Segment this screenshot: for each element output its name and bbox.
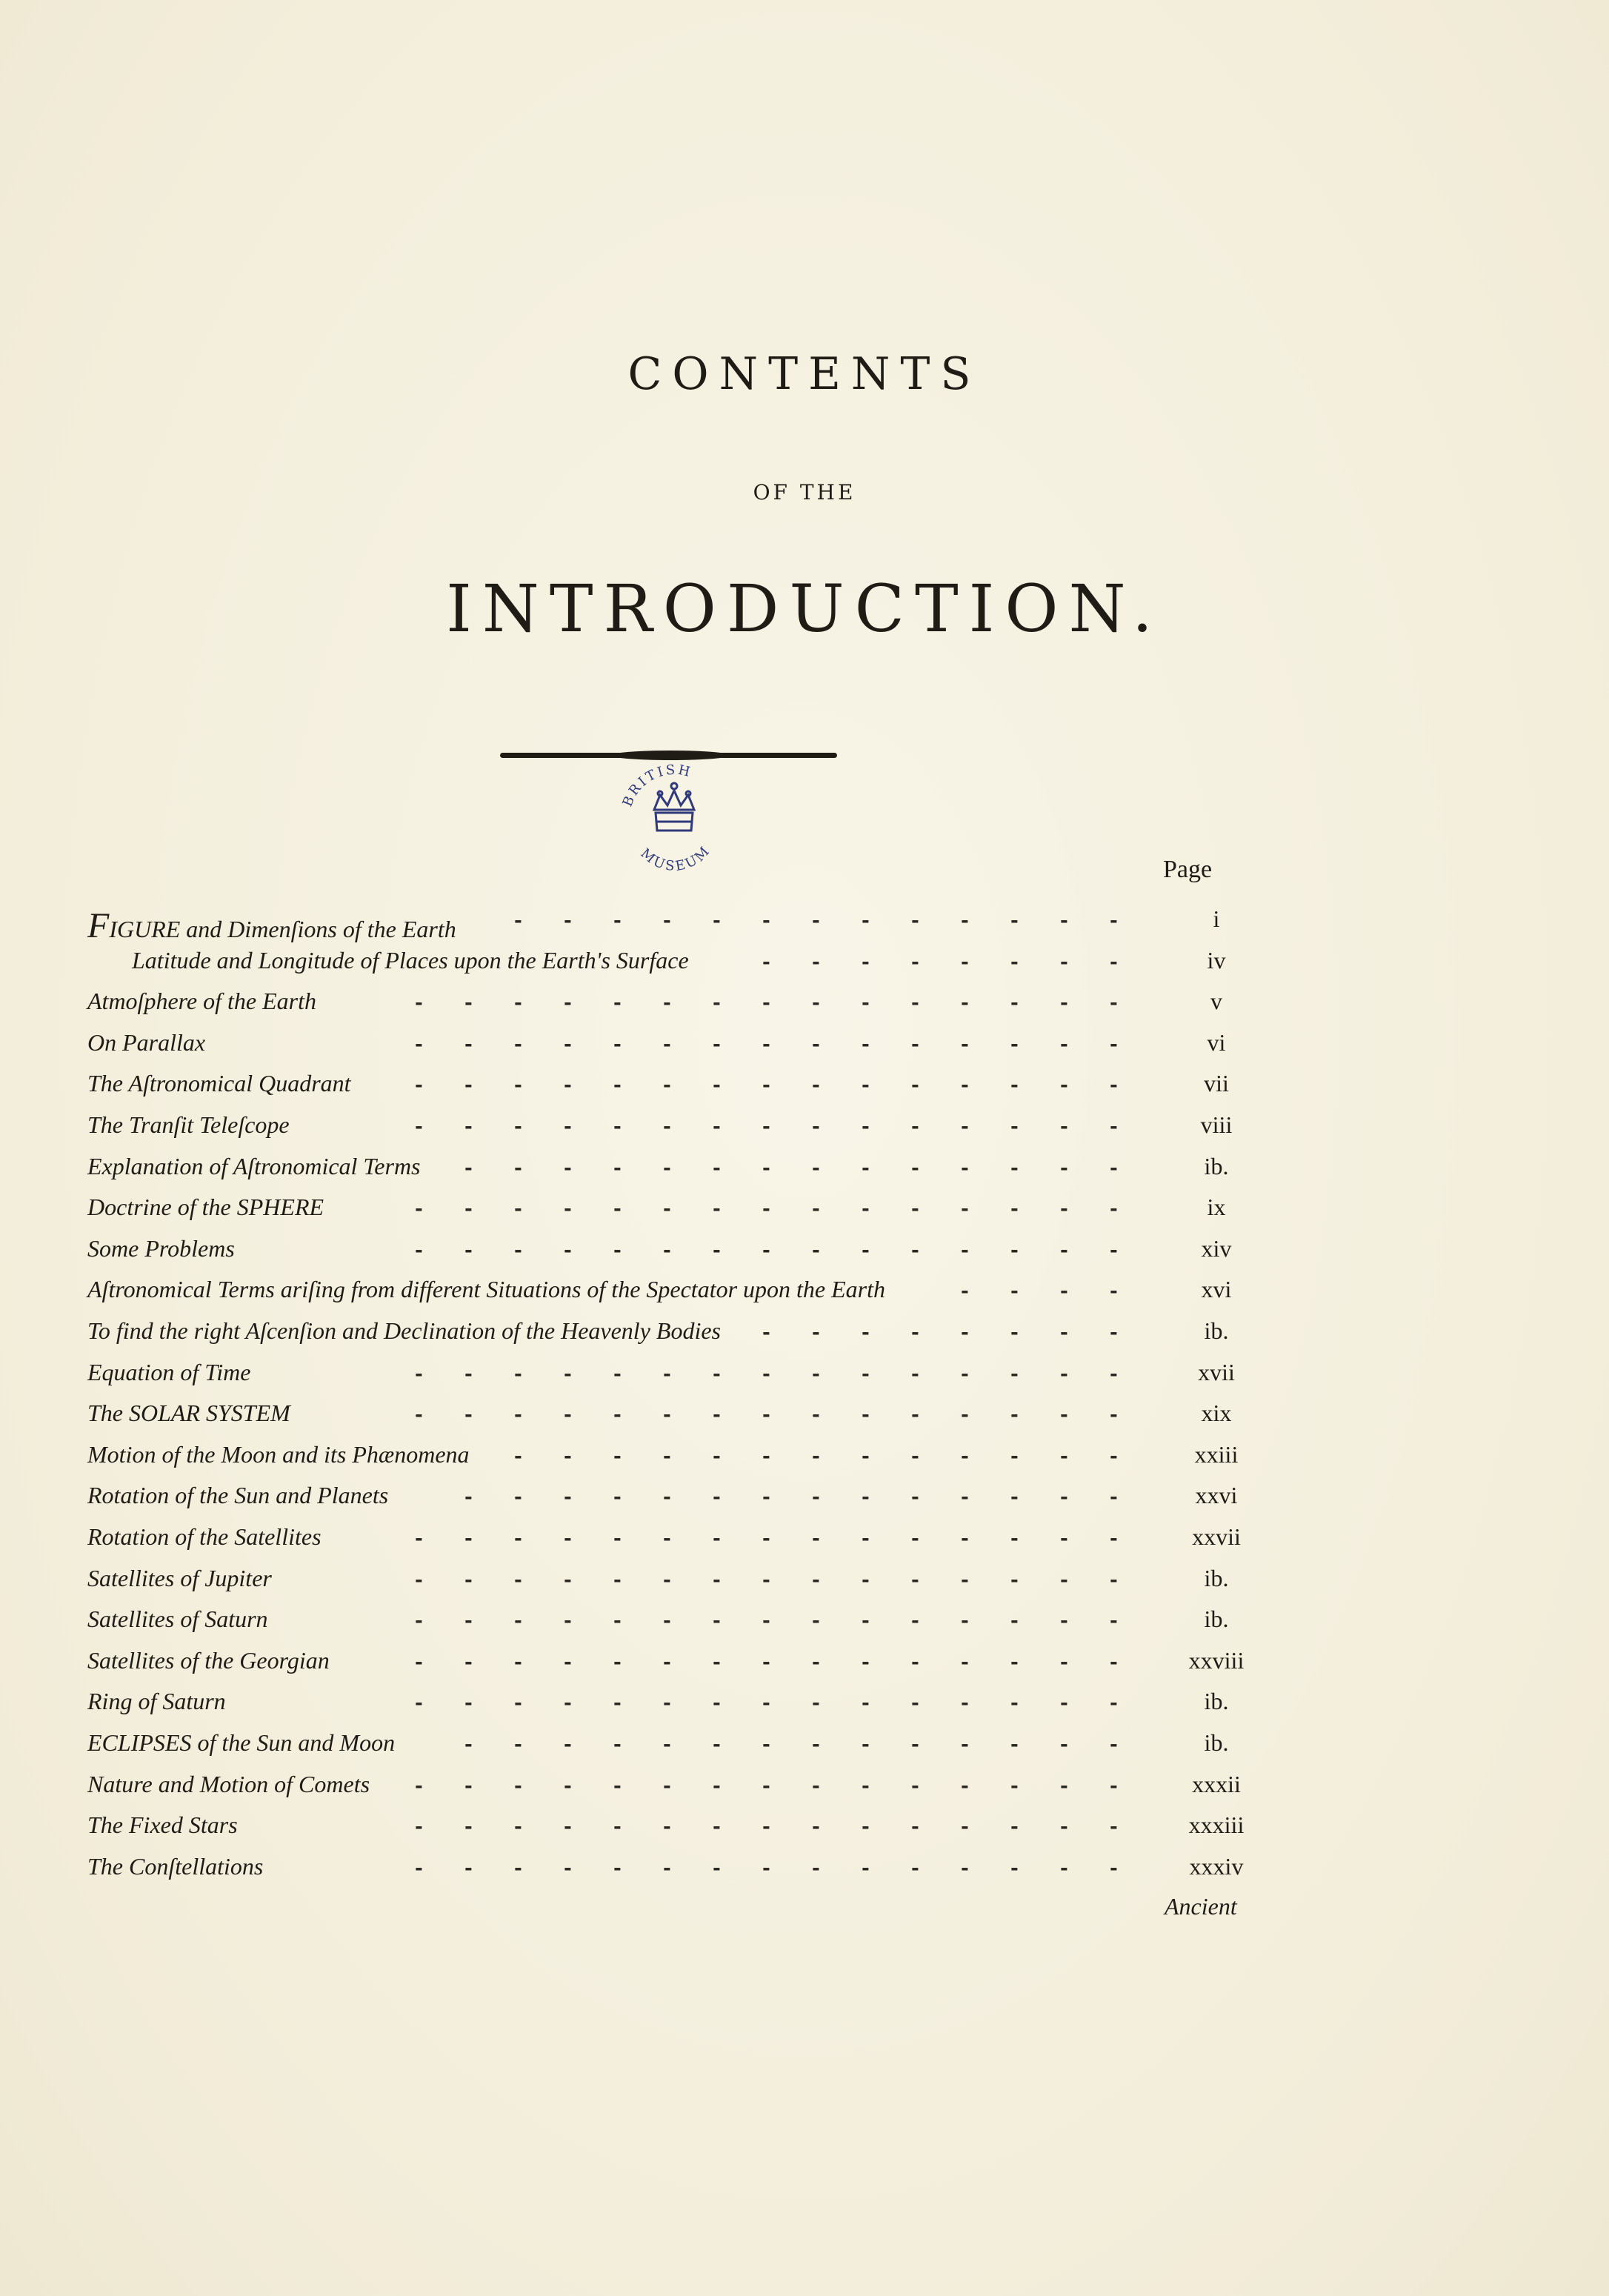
toc-entry-title [87, 1111, 290, 1139]
toc-entry-text: Rotation of the Sun and Planets [87, 1482, 389, 1508]
toc-leader-dashes: - - - - - - - - [762, 951, 1118, 966]
toc-entry-text: Nature and Motion of Comets [87, 1771, 370, 1797]
toc-entry-page: i [1213, 905, 1220, 932]
toc-leader-dashes: - - - - - - - - - - - - - - - [415, 1610, 1118, 1625]
toc-entry-title [87, 1194, 324, 1221]
toc-entry-title [87, 1771, 370, 1798]
toc-leader-dashes: - - - - - - - - - - - - - - - [415, 1239, 1118, 1254]
toc-entry-initial: F [87, 906, 110, 945]
toc-leader-dashes: - - - - - - - - - - - - - - - [415, 1404, 1118, 1419]
toc-row [0, 1523, 1609, 1565]
toc-row [0, 1070, 1609, 1111]
toc-leader-dashes: - - - - - - - - - - - - - - [464, 1486, 1118, 1501]
toc-entry-page: vi [1207, 1029, 1226, 1056]
page-title-introduction: INTRODUCTION. [446, 570, 1163, 647]
toc-row [0, 1194, 1609, 1235]
toc-row [0, 1441, 1609, 1483]
toc-leader-dashes: - - - - - - - - - - - - - - - [415, 1816, 1118, 1831]
toc-entry-title [87, 1235, 235, 1262]
toc-entry-title [87, 1605, 268, 1633]
toc-leader-dashes: - - - - - - - - - - - - - - - [415, 1074, 1118, 1089]
toc-leader-dashes: - - - - - - - - [762, 1322, 1118, 1337]
toc-row [0, 988, 1609, 1029]
toc-entry-page: ib. [1204, 1688, 1229, 1714]
toc-leader-dashes: - - - - - - - - - - - - - - [464, 1734, 1118, 1748]
toc-entry-title [87, 1523, 322, 1551]
toc-entry-page: xxiii [1194, 1441, 1239, 1468]
toc-leader-dashes: - - - - - - - - - - - - - - [464, 1157, 1118, 1172]
toc-row [0, 947, 1609, 988]
toc-entry-text: The Aſtronomical Quadrant [87, 1070, 351, 1097]
toc-leader-dashes: - - - - - - - - - - - - - - - [415, 1857, 1118, 1872]
toc-entry-title [87, 1153, 421, 1180]
toc-entry-page: ib. [1204, 1605, 1229, 1632]
toc-entry-text: To find the right Aſcenſion and Declination of the Heavenly Bodies [87, 1317, 721, 1344]
toc-entry-page: ix [1207, 1194, 1226, 1220]
toc-row [0, 1811, 1609, 1853]
toc-leader-dashes: - - - - - - - - - - - - - - - [415, 1363, 1118, 1378]
crown-stamp-icon [619, 759, 730, 885]
toc-entry-title [87, 1688, 226, 1715]
toc-entry-title [87, 988, 316, 1015]
toc-leader-dashes: - - - - [961, 1280, 1118, 1295]
toc-entry-page: xxvi [1195, 1482, 1238, 1508]
toc-entry-title [87, 1276, 885, 1303]
toc-entry-text: The Conſtellations [87, 1853, 264, 1880]
toc-row [0, 1153, 1609, 1194]
svg-text:MUSEUM [638, 842, 714, 874]
toc-row [0, 1688, 1609, 1729]
toc-row [0, 1317, 1609, 1359]
toc-row [0, 1029, 1609, 1071]
toc-entry-page: xix [1201, 1400, 1232, 1426]
page-subtitle-of-the: OF THE [753, 480, 856, 505]
toc-leader-dashes: - - - - - - - - - - - - - - - [415, 1198, 1118, 1213]
toc-entry-text: Doctrine of the SPHERE [87, 1194, 324, 1220]
toc-entry-text: IGURE and Dimenſions of the Earth [109, 916, 456, 942]
page-column-label: Page [1163, 856, 1213, 883]
toc-entry-page: xvii [1198, 1359, 1235, 1385]
toc-leader-dashes: - - - - - - - - - - - - - - - [415, 1116, 1118, 1131]
toc-row [0, 1482, 1609, 1523]
toc-entry-text: Equation of Time [87, 1359, 251, 1385]
catchword: Ancient [1165, 1893, 1237, 1920]
toc-entry-text: Latitude and Longitude of Places upon the Earth's Surface [132, 947, 689, 974]
toc-row [0, 1565, 1609, 1606]
toc-entry-text: Ring of Saturn [87, 1688, 226, 1714]
toc-leader-dashes: - - - - - - - - - - - - - - - [415, 1569, 1118, 1584]
toc-entry-title [87, 1647, 330, 1674]
toc-leader-dashes: - - - - - - - - - - - - - - - [415, 1692, 1118, 1707]
toc-entry-page: v [1210, 988, 1222, 1014]
page-title-contents: CONTENTS [627, 348, 982, 400]
library-stamp [619, 759, 730, 885]
toc-entry-page: ib. [1204, 1153, 1229, 1179]
toc-row [0, 905, 1609, 947]
toc-leader-dashes: - - - - - - - - - - - - - - - [415, 992, 1118, 1007]
toc-entry-title [87, 905, 456, 946]
toc-entry-page: ib. [1204, 1729, 1229, 1756]
toc-entry-text: The Tranſit Teleſcope [87, 1111, 290, 1138]
toc-entry-title [87, 1029, 205, 1057]
toc-entry-page: iv [1207, 947, 1226, 974]
toc-entry-text: On Parallax [87, 1029, 206, 1056]
toc-entry-title [87, 1482, 388, 1509]
toc-entry-page: ib. [1204, 1565, 1229, 1591]
toc-entry-page: xxviii [1188, 1647, 1245, 1674]
toc-entry-page: vii [1204, 1070, 1229, 1097]
toc-entry-text: The Fixed Stars [87, 1811, 238, 1838]
toc-row [0, 1359, 1609, 1400]
toc-row [0, 1111, 1609, 1153]
toc-row [0, 1647, 1609, 1688]
toc-row [0, 1853, 1609, 1894]
toc-entry-title [87, 1565, 272, 1592]
toc-entry-title [87, 1317, 721, 1345]
toc-entry-text: Atmoſphere of the Earth [87, 988, 316, 1014]
toc-leader-dashes: - - - - - - - - - - - - - - - [415, 1775, 1118, 1790]
stamp-bottom-text: MUSEUM [637, 842, 714, 875]
toc-row [0, 1235, 1609, 1277]
toc-row [0, 1276, 1609, 1317]
toc-entry-title [87, 1811, 238, 1839]
toc-entry-title [87, 1441, 470, 1468]
toc-entry-text: Some Problems [87, 1235, 235, 1262]
toc-entry-page: xxxii [1192, 1771, 1241, 1797]
toc-leader-dashes: - - - - - - - - - - - - - - - [415, 1034, 1118, 1048]
toc-entry-page: xvi [1201, 1276, 1232, 1302]
toc-entry-text: Satellites of Saturn [87, 1605, 268, 1632]
toc-entry-title [87, 1853, 263, 1880]
decorative-rule [500, 753, 837, 758]
toc-entry-page: xiv [1201, 1235, 1232, 1262]
toc-row [0, 1400, 1609, 1441]
toc-row [0, 1729, 1609, 1771]
toc-entry-title [87, 1359, 250, 1386]
toc-entry-text: The SOLAR SYSTEM [87, 1400, 290, 1426]
toc-entry-text: Aſtronomical Terms ariſing from different Situations of the Spectator upon the Earth [87, 1276, 886, 1302]
toc-entry-text: Explanation of Aſtronomical Terms [87, 1153, 421, 1179]
toc-entry-page: xxvii [1192, 1523, 1241, 1550]
toc-entry-page: viii [1200, 1111, 1233, 1138]
toc-row [0, 1605, 1609, 1647]
toc-row [0, 1771, 1609, 1812]
toc-entry-text: ECLIPSES of the Sun and Moon [87, 1729, 396, 1756]
toc-entry-page: xxxiii [1188, 1811, 1245, 1838]
toc-entry-text: Rotation of the Satellites [87, 1523, 322, 1550]
toc-leader-dashes: - - - - - - - - - - - - - - - [415, 1528, 1118, 1543]
toc-entry-text: Motion of the Moon and its Phænomena [87, 1441, 470, 1468]
toc-entry-text: Satellites of Jupiter [87, 1565, 272, 1591]
stamp-top-text: BRITISH [619, 762, 694, 809]
toc-entry-page: xxxiv [1189, 1853, 1244, 1880]
toc-leader-dashes: - - - - - - - - - - - - - - - [415, 1651, 1118, 1666]
toc-entry-title [132, 947, 689, 974]
toc-entry-text: Satellites of the Georgian [87, 1647, 330, 1674]
toc-entry-title [87, 1400, 290, 1427]
toc-entry-page: ib. [1204, 1317, 1229, 1344]
toc-leader-dashes: - - - - - - - - - - - - - [514, 1445, 1118, 1460]
toc-leader-dashes: - - - - - - - - - - - - - [514, 910, 1118, 925]
toc-entry-title [87, 1070, 351, 1097]
toc-entry-title [87, 1729, 395, 1757]
